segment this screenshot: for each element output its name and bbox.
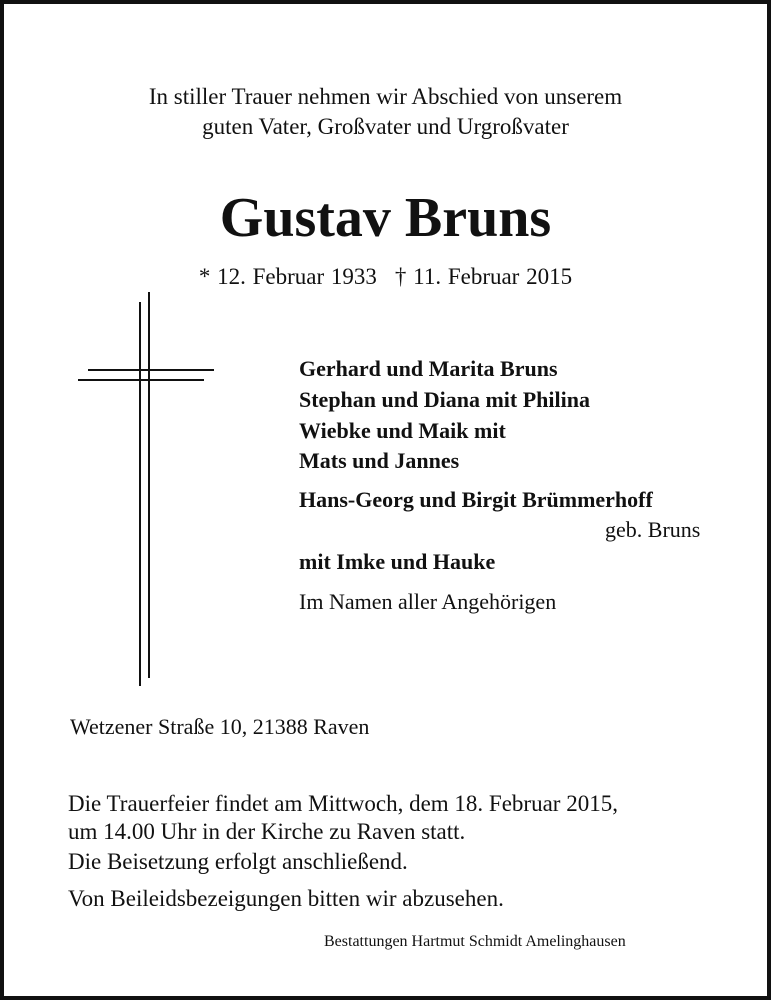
address: Wetzener Straße 10, 21388 Raven xyxy=(70,714,370,739)
birth-date: * 12. Februar 1933 xyxy=(198,264,377,289)
death-date: † 11. Februar 2015 xyxy=(394,264,573,289)
life-dates xyxy=(0,262,771,292)
cross-vertical-bar-right xyxy=(148,292,150,678)
family-line-6: geb. Bruns xyxy=(605,517,701,542)
family-line-5: Hans-Georg und Birgit Brümmerhoff xyxy=(299,487,653,512)
cross-vertical-bar-left xyxy=(139,302,141,686)
cross-horizontal-bar-bottom xyxy=(78,379,204,381)
funeral-home: Bestattungen Hartmut Schmidt Amelinghausen xyxy=(324,933,626,950)
notice-line-3: Die Beisetzung erfolgt anschließend. xyxy=(68,849,408,874)
notice-line-2: um 14.00 Uhr in der Kirche zu Raven statt. xyxy=(68,819,466,844)
deceased-name: Gustav Bruns xyxy=(219,187,552,249)
family-line-8: Im Namen aller Angehörigen xyxy=(299,589,557,614)
family-line-7: mit Imke und Hauke xyxy=(299,549,496,574)
intro-line-1: In stiller Trauer nehmen wir Abschied von unserem xyxy=(148,84,623,109)
family-line-2: Stephan und Diana mit Philina xyxy=(299,387,590,412)
family-line-3: Wiebke und Maik mit xyxy=(299,418,506,443)
notice-line-4: Von Beileidsbezeigungen bitten wir abzusehen. xyxy=(68,886,504,911)
family-line-4: Mats und Jannes xyxy=(299,448,460,473)
notice-line-1: Die Trauerfeier findet am Mittwoch, dem 18. Februar 2015, xyxy=(68,791,618,816)
intro-line-2: guten Vater, Großvater und Urgroßvater xyxy=(202,114,569,139)
family-line-1: Gerhard und Marita Bruns xyxy=(299,356,558,381)
cross-horizontal-bar-top xyxy=(88,369,214,371)
